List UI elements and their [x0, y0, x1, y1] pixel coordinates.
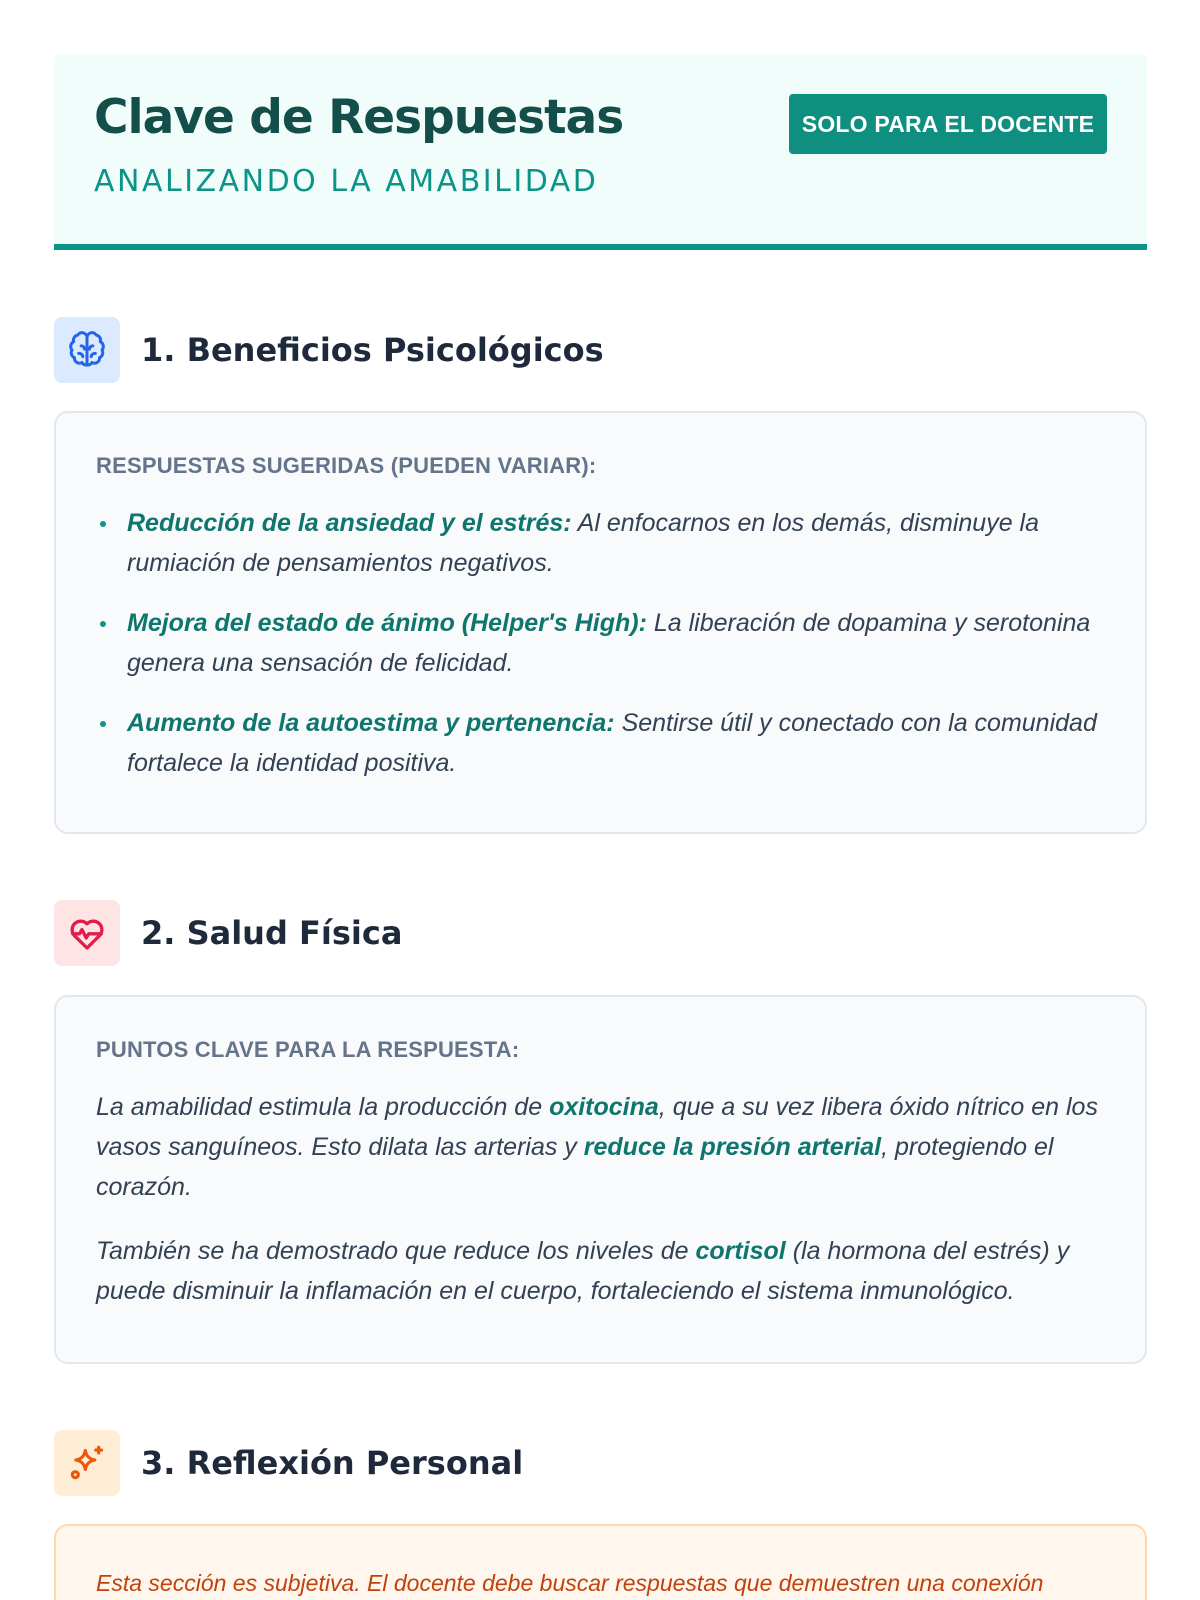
list-item — [96, 703, 1105, 783]
answer-term: Aumento de la autoestima y pertenencia: — [127, 709, 615, 737]
answer-list — [96, 503, 1105, 783]
card-label: RESPUESTAS SUGERIDAS (PUEDEN VARIAR): — [96, 453, 597, 478]
answer-term: Mejora del estado de ánimo (Helper's High): — [127, 609, 647, 637]
section-1-heading — [54, 317, 604, 383]
card-label: PUNTOS CLAVE PARA LA RESPUESTA: — [96, 1037, 520, 1062]
answer-term: Reducción de la ansiedad y el estrés: — [127, 509, 572, 537]
text: , protegiendo el corazón. — [96, 1133, 1054, 1201]
answer-text: Al enfocarnos en los demás, disminuye la rumiación de pensamientos negativos. — [127, 509, 1039, 577]
physical-health-card — [54, 995, 1147, 1364]
key-point-paragraph — [96, 1087, 1105, 1207]
highlight: reduce la presión arterial — [583, 1133, 882, 1161]
highlight: cortisol — [695, 1237, 786, 1265]
personal-reflection-card — [54, 1524, 1147, 1600]
page-title: Clave de Respuestas — [94, 90, 624, 145]
heart-pulse-icon — [54, 900, 120, 966]
text: (la hormona del estrés) y puede disminuir la inflamación en el cuerpo, fortaleciendo el sistema inmunológico. — [96, 1237, 1070, 1305]
list-item — [96, 603, 1105, 683]
section-title: 2. Salud Física — [141, 914, 403, 952]
reflection-note: Esta sección es subjetiva. El docente debe buscar respuestas que demuestren una conexión — [96, 1570, 1044, 1596]
brain-icon — [54, 317, 120, 383]
psychological-benefits-card — [54, 411, 1147, 834]
answer-text: La liberación de dopamina y serotonina genera una sensación de felicidad. — [127, 609, 1091, 677]
key-point-paragraph — [96, 1231, 1105, 1311]
section-3-heading — [54, 1430, 523, 1496]
answer-key-header — [54, 54, 1147, 250]
section-title: 1. Beneficios Psicológicos — [141, 331, 604, 369]
text: La amabilidad estimula la producción de — [96, 1093, 550, 1121]
sparkles-icon — [54, 1430, 120, 1496]
text: También se ha demostrado que reduce los niveles de — [96, 1237, 696, 1265]
section-title: 3. Reflexión Personal — [141, 1444, 524, 1482]
highlight: oxitocina — [549, 1093, 659, 1121]
section-2-heading — [54, 900, 402, 966]
page-subtitle: ANALIZANDO LA AMABILIDAD — [94, 164, 599, 199]
text: , que a su vez libera óxido nítrico en los vasos sanguíneos. Esto dilata las arterias y — [96, 1093, 1098, 1161]
answer-text: Sentirse útil y conectado con la comunidad fortalece la identidad positiva. — [127, 709, 1097, 777]
teacher-only-badge: SOLO PARA EL DOCENTE — [789, 94, 1107, 154]
list-item — [96, 503, 1105, 583]
